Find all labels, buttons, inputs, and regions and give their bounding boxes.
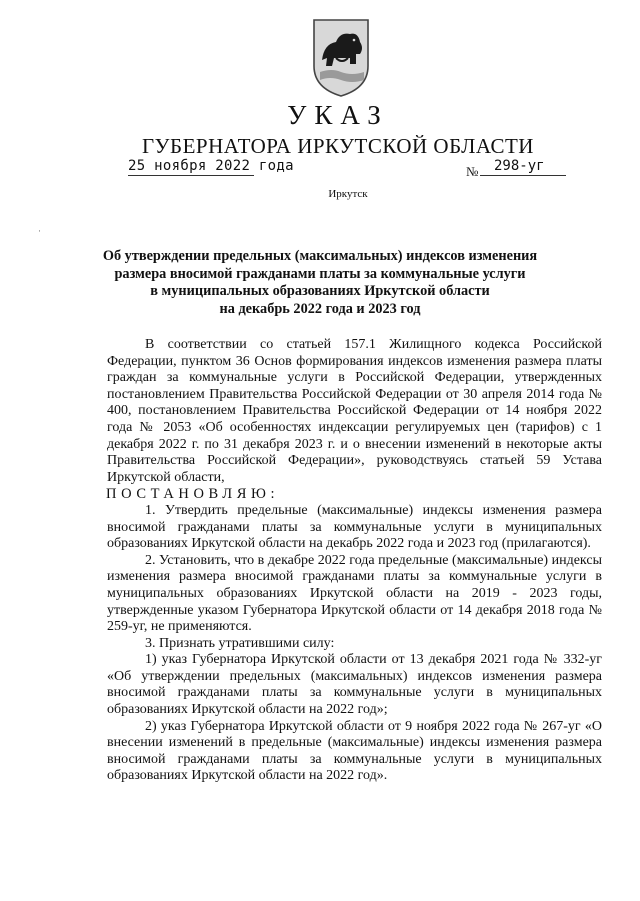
coat-of-arms-icon [310,14,372,98]
document-body [107,337,602,785]
item-paragraph: 1. Утвердить предельные (максимальные) индексы изменения размера вносимой гражданами платы за коммунальные услуги в муниципальных образованиях Иркутской области на декабрь 2022 года и 2023 год (прилагаются). [107,502,602,552]
decree-word: ПОСТАНОВЛЯЮ: [106,486,280,503]
document-subtitle: ГУБЕРНАТОРА ИРКУТСКОЙ ОБЛАСТИ [142,134,534,158]
item-paragraph: 2. Установить, что в декабре 2022 года предельные (максимальные) индексы изменения размера вносимой гражданами платы за коммунальные услуги в муниципальных образованиях Иркутской области на 2019 - 2023 годы, утвержденные указом Губернатора Иркутской области от 14 декабря 2018 года № 259-уг, не применяются. [107,552,602,635]
scan-mark: · [38,226,41,236]
item-paragraph: 2) указ Губернатора Иркутской области от 9 ноября 2022 года № 267-уг «О внесении изменений в предельные (максимальные) индексы изменения размера вносимой гражданами платы за коммунальные услуги в муниципальных образованиях Иркутской области на 2022 год». [107,718,602,784]
document-city: Иркутск [328,188,368,200]
document-number: 298-уг [480,158,566,176]
heading-line: в муниципальных образованиях Иркутской области [150,283,490,299]
preamble-paragraph: В соответствии со статьей 157.1 Жилищного кодекса Российской Федерации, пунктом 36 Основ формирования индексов изменения размера платы граждан за коммунальные услуги в Российской Федерации, утвержденных постановлением Правительства Российской Федерации от 30 апреля 2014 года № 400, постановлением Правительства Российской Федерации от 14 ноября 2022 года № 2053 «Об особенностях индексации регулируемых цен (тарифов) с 1 декабря 2022 г. по 31 декабря 2023 г. и о внесении изменений в некоторые акты Правительства Российской Федерации», руководствуясь статьей 59 Устава Иркутской области, [107,337,602,485]
item-paragraph: 1) указ Губернатора Иркутской области от 13 декабря 2021 года № 332-уг «Об утверждении предельных (максимальных) индексов изменения размера вносимой гражданами платы за коммунальные услуги в муниципальных образованиях Иркутской области на 2022 год»; [107,652,602,718]
heading-line: на декабрь 2022 года и 2023 год [219,300,421,317]
heading-line: размера вносимой гражданами платы за коммунальные услуги [114,265,526,282]
document-title: УКАЗ [287,100,389,130]
heading-line: Об утверждении предельных (максимальных) индексов изменения [102,248,538,264]
document-heading [100,248,540,318]
item-paragraph: 3. Признать утратившими силу: [145,635,335,651]
document-date: 25 ноября 2022 года [128,158,294,174]
number-sign: № [466,164,479,179]
